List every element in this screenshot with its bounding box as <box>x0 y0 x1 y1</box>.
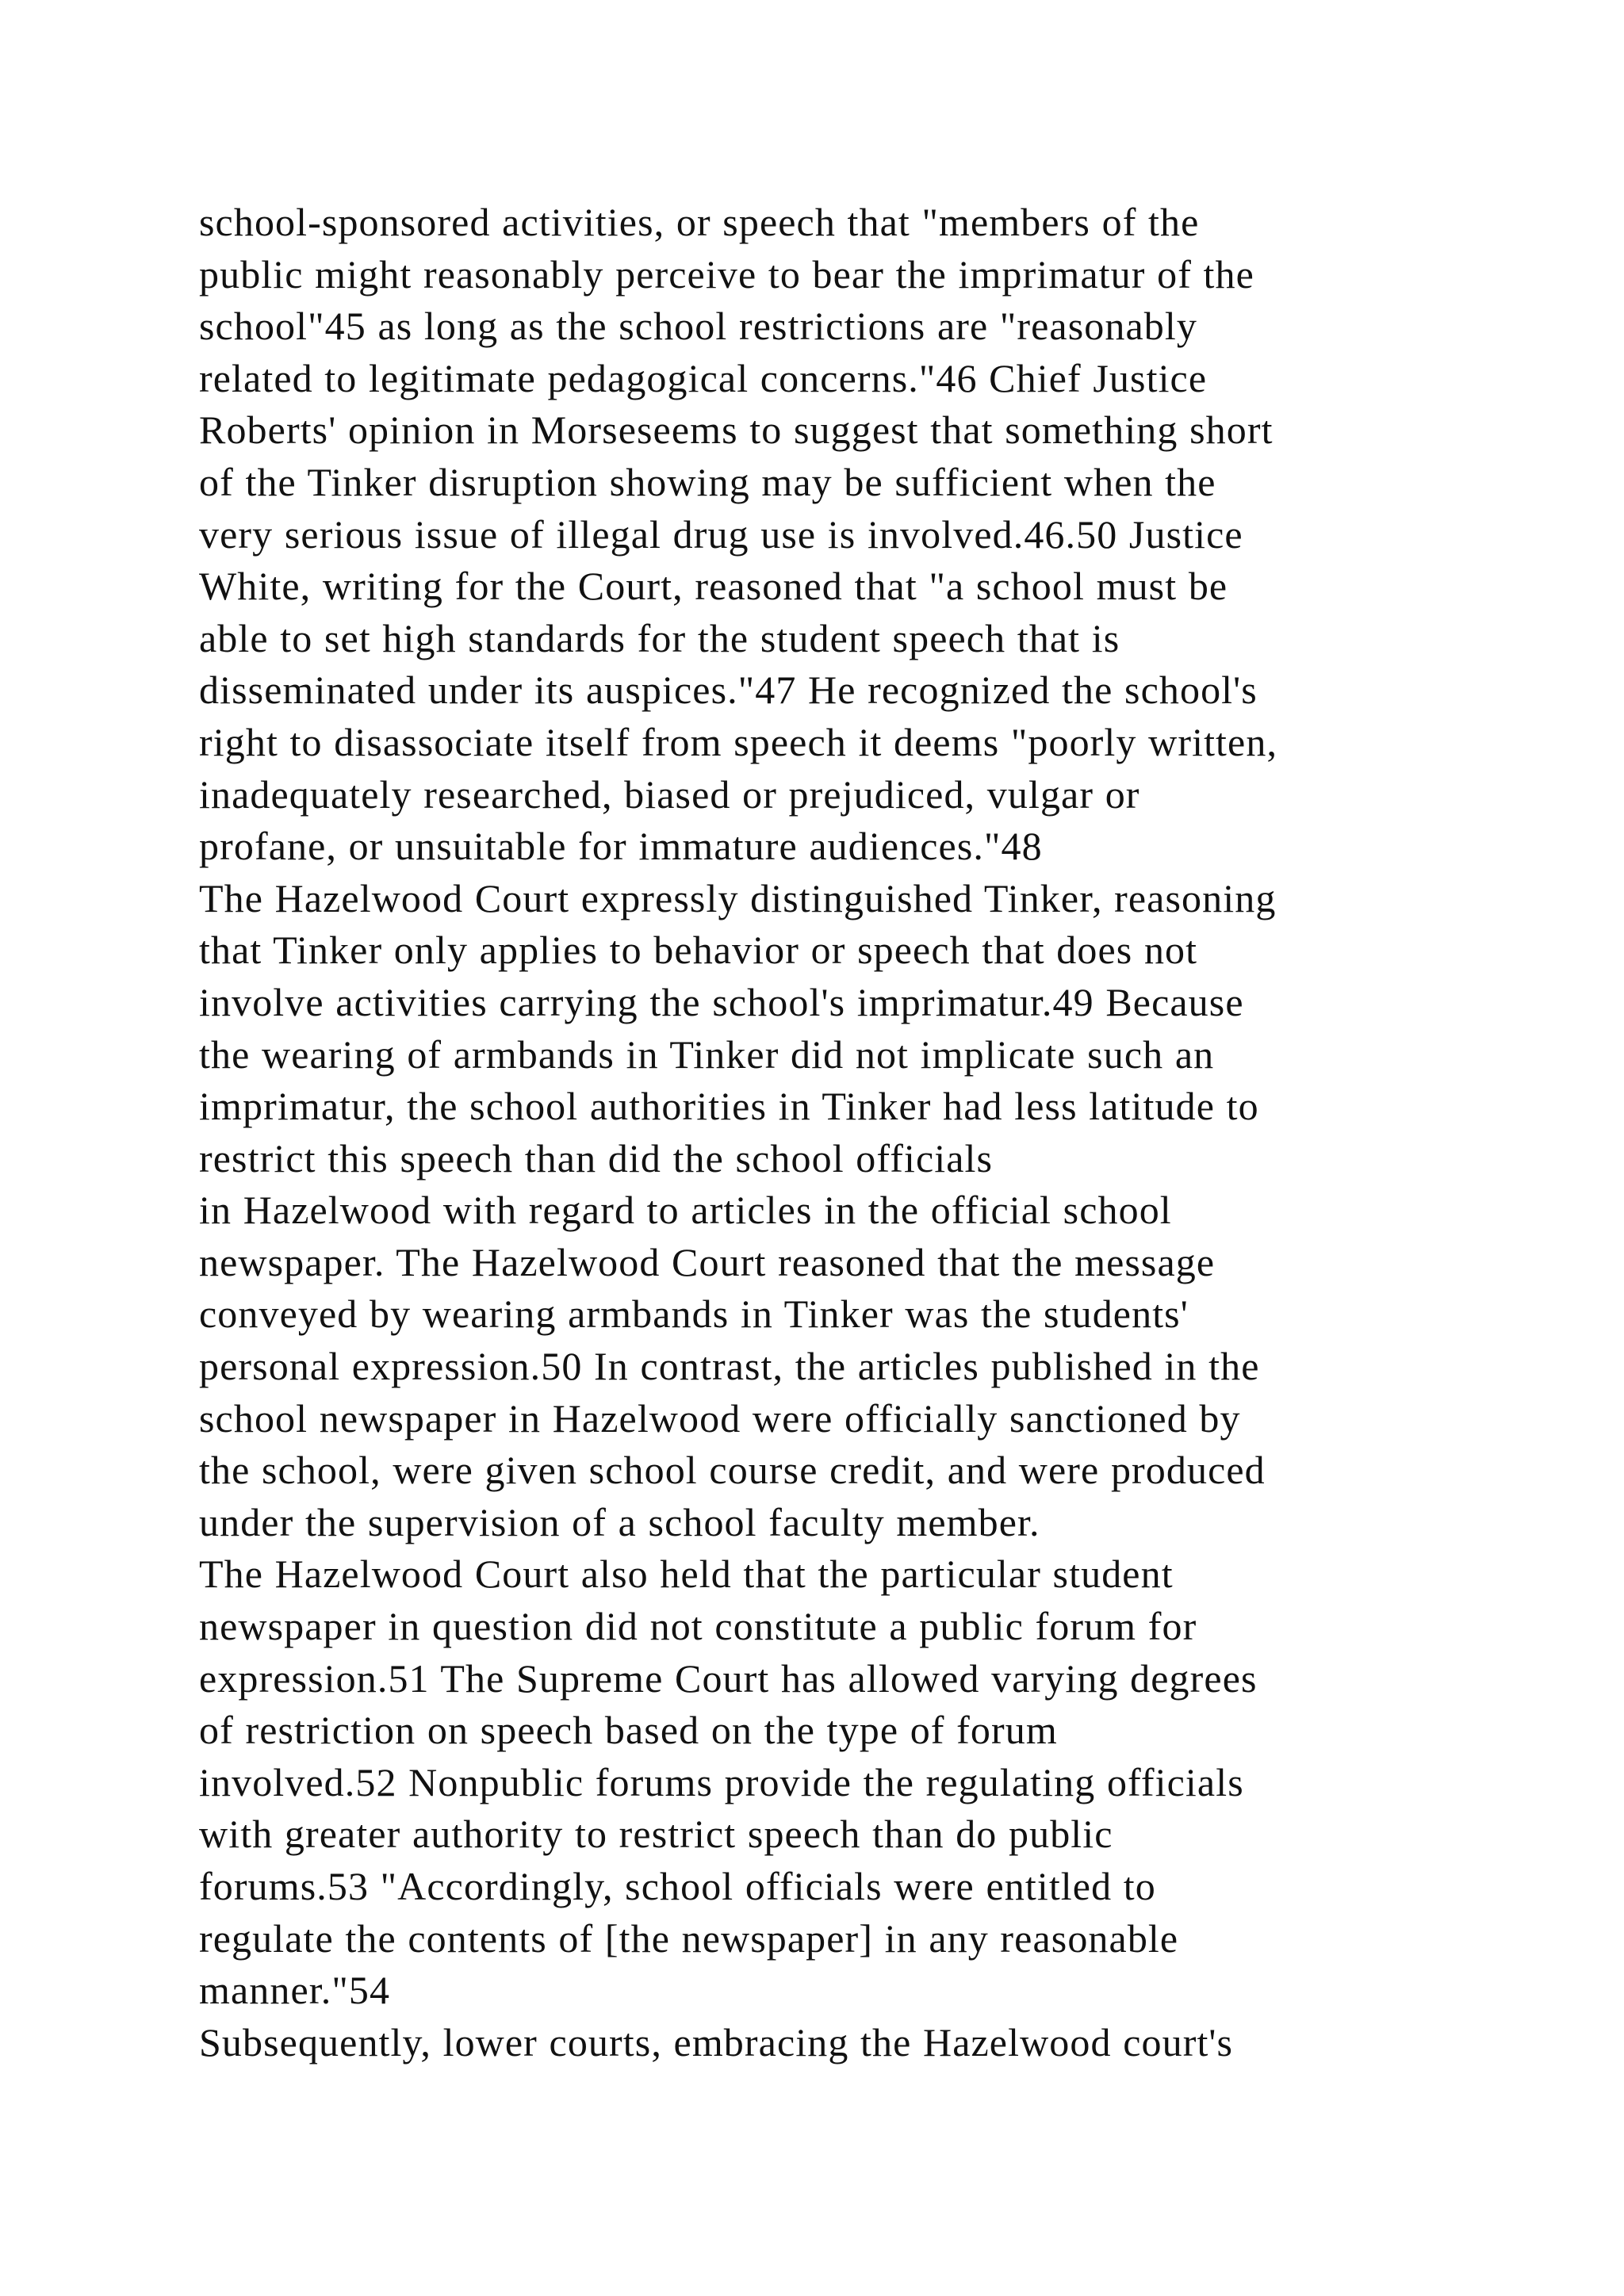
text-line: the school, were given school course credit, and were produced <box>199 1448 1266 1493</box>
text-line: school newspaper in Hazelwood were officially sanctioned by <box>199 1395 1241 1441</box>
text-line: related to legitimate pedagogical concerns."46 Chief Justice <box>199 355 1208 400</box>
text-line: under the supervision of a school faculty member. <box>199 1499 1040 1544</box>
text-line: Subsequently, lower courts, embracing the Hazelwood court's <box>199 2019 1234 2064</box>
text-line: of restriction on speech based on the type of forum <box>199 1708 1058 1753</box>
text-line: in Hazelwood with regard to articles in the official school <box>199 1188 1172 1233</box>
text-line: profane, or unsuitable for immature audiences."48 <box>199 824 1043 869</box>
text-line: with greater authority to restrict speech than do public <box>199 1812 1113 1857</box>
text-line: restrict this speech than did the school officials <box>199 1135 994 1181</box>
text-line: The Hazelwood Court also held that the particular student <box>199 1552 1174 1597</box>
text-line: that Tinker only applies to behavior or speech that does not <box>199 928 1198 973</box>
text-line: manner."54 <box>199 1968 391 2013</box>
text-line: imprimatur, the school authorities in Tinker had less latitude to <box>199 1084 1259 1129</box>
text-line: involve activities carrying the school's imprimatur.49 Because <box>199 979 1244 1024</box>
text-line: forums.53 "Accordingly, school officials were entitled to <box>199 1864 1156 1908</box>
text-line: expression.51 The Supreme Court has allowed varying degrees <box>199 1655 1258 1701</box>
text-line: involved.52 Nonpublic forums provide the regulating officials <box>199 1759 1244 1804</box>
text-line: school"45 as long as the school restrictions are "reasonably <box>199 304 1197 349</box>
text-line: White, writing for the Court, reasoned that "a school must be <box>199 564 1228 609</box>
text-line: very serious issue of illegal drug use is involved.46.50 Justice <box>199 511 1243 557</box>
text-line: able to set high standards for the student speech that is <box>199 615 1120 660</box>
text-line: newspaper. The Hazelwood Court reasoned that the message <box>199 1239 1216 1284</box>
text-line: Roberts' opinion in Morseseems to suggest that something short <box>199 408 1274 453</box>
text-line: of the Tinker disruption showing may be sufficient when the <box>199 459 1216 504</box>
text-line: disseminated under its auspices."47 He recognized the school's <box>199 668 1258 713</box>
body-text <box>199 197 1618 2068</box>
text-line: the wearing of armbands in Tinker did not implicate such an <box>199 1031 1215 1077</box>
text-line: public might reasonably perceive to bear the imprimatur of the <box>199 251 1254 297</box>
text-line: newspaper in question did not constitute a public forum for <box>199 1604 1197 1649</box>
text-line: right to disassociate itself from speech it deems "poorly written, <box>199 719 1278 764</box>
text-line: inadequately researched, biased or prejudiced, vulgar or <box>199 771 1140 817</box>
text-line: regulate the contents of [the newspaper] in any reasonable <box>199 1915 1179 1961</box>
text-line: conveyed by wearing armbands in Tinker was the students' <box>199 1292 1189 1337</box>
text-line: school-sponsored activities, or speech that "members of the <box>199 200 1200 244</box>
text-line: personal expression.50 In contrast, the articles published in the <box>199 1344 1260 1389</box>
text-line: The Hazelwood Court expressly distinguished Tinker, reasoning <box>199 875 1277 920</box>
